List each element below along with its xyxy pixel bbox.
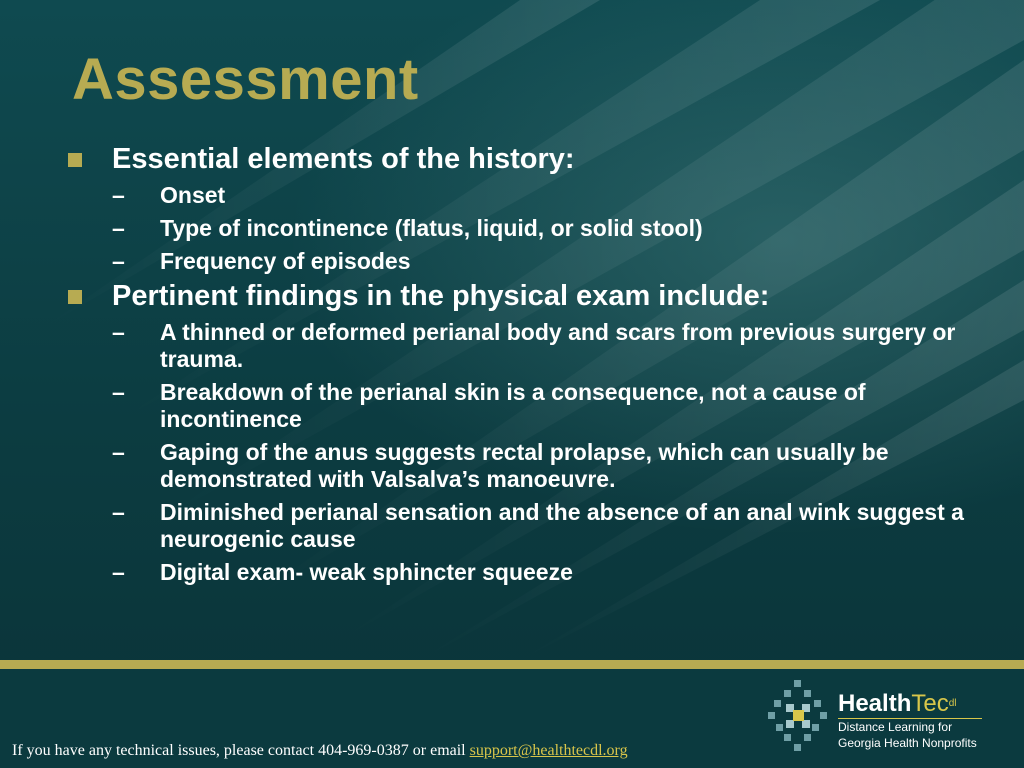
square-bullet-icon <box>68 290 82 304</box>
brand-underline <box>838 718 982 719</box>
section-heading-physical-exam <box>60 279 990 313</box>
bullet-item-text: Diminished perianal sensation and the absence of an anal wink suggest a neurogenic cause <box>160 499 964 552</box>
healthtec-logo <box>764 676 1004 766</box>
cube-cluster-icon <box>764 676 834 760</box>
brand-name-bold: Health <box>838 690 912 717</box>
tagline-line-1: Distance Learning for <box>838 720 953 734</box>
dash-bullet-icon: – <box>112 379 125 405</box>
brand-superscript: dl <box>948 698 957 709</box>
bullet-item <box>60 248 990 275</box>
slide-title: Assessment <box>72 47 419 112</box>
square-bullet-icon <box>68 153 82 167</box>
section-heading-history <box>60 142 990 176</box>
bullet-item-text: Frequency of episodes <box>160 248 411 274</box>
brand-name-light: Tec <box>911 690 949 717</box>
bullet-item <box>60 215 990 242</box>
slide-content <box>60 138 990 586</box>
section-heading-text: Essential elements of the history: <box>112 143 575 175</box>
brand-name <box>838 692 957 716</box>
bullet-item <box>60 182 990 209</box>
dash-bullet-icon: – <box>112 248 125 274</box>
bullet-item-text: A thinned or deformed perianal body and scars from previous surgery or trauma. <box>160 319 956 372</box>
dash-bullet-icon: – <box>112 182 125 208</box>
bullet-item-text: Onset <box>160 182 226 208</box>
bullet-item-text: Breakdown of the perianal skin is a consequence, not a cause of incontinence <box>160 379 866 432</box>
section-heading-text: Pertinent findings in the physical exam include: <box>112 280 770 312</box>
bullet-item <box>60 319 990 373</box>
dash-bullet-icon: – <box>112 319 125 345</box>
footer-divider <box>0 660 1024 669</box>
dash-bullet-icon: – <box>112 439 125 465</box>
bullet-item <box>60 439 990 493</box>
bullet-item-text: Gaping of the anus suggests rectal prolapse, which can usually be demonstrated with Valsalva’s manoeuvre. <box>160 439 889 492</box>
bullet-item <box>60 499 990 553</box>
support-notice <box>12 742 628 760</box>
support-notice-text: If you have any technical issues, please contact 404-969-0387 or email <box>12 742 466 759</box>
bullet-item-text: Digital exam- weak sphincter squeeze <box>160 559 573 585</box>
bullet-item <box>60 559 990 586</box>
dash-bullet-icon: – <box>112 559 125 585</box>
support-email-link[interactable]: support@healthtecdl.org <box>469 742 628 759</box>
dash-bullet-icon: – <box>112 215 125 241</box>
tagline-line-2: Georgia Health Nonprofits <box>838 736 977 750</box>
dash-bullet-icon: – <box>112 499 125 525</box>
bullet-item-text: Type of incontinence (flatus, liquid, or solid stool) <box>160 215 703 241</box>
bullet-item <box>60 379 990 433</box>
